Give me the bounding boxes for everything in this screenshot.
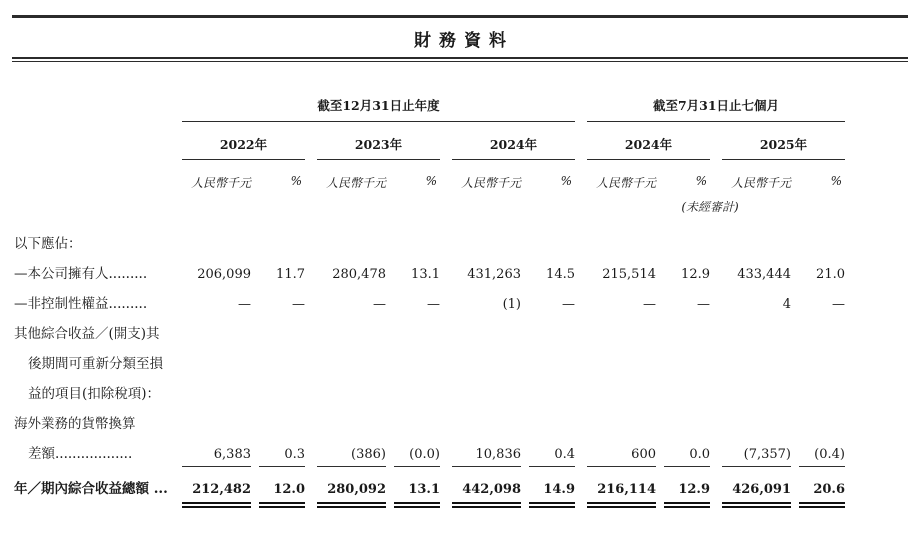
cell-value: 6,383 <box>182 447 251 467</box>
financial-summary-table <box>0 92 920 507</box>
unit-label-2024-7m: 人民幣千元 <box>595 176 656 190</box>
amount-cell <box>182 297 251 312</box>
percent-cell <box>521 482 575 504</box>
pct-label-2025: % <box>830 174 842 188</box>
cell-value: 14.5 <box>546 267 575 282</box>
amount-cell <box>182 267 251 282</box>
row-label: —本公司擁有人......... <box>14 266 148 282</box>
percent-cell <box>656 447 710 467</box>
cell-value: 12.9 <box>664 482 710 504</box>
amount-cell <box>452 482 521 504</box>
cell-value: 212,482 <box>182 482 251 504</box>
cell-value: 13.1 <box>411 267 440 282</box>
cell-value: 14.9 <box>529 482 575 504</box>
cell-value: 216,114 <box>587 482 656 504</box>
percent-cell <box>521 447 575 467</box>
amount-cell <box>452 267 521 282</box>
percent-cell <box>791 297 845 312</box>
amount-cell <box>452 447 521 467</box>
cell-value: — <box>292 297 305 312</box>
amount-cell <box>587 267 656 282</box>
percent-cell <box>791 267 845 282</box>
period-group-seven-months-label: 截至7月31日止七個月 <box>652 98 780 113</box>
row-label: 年／期內綜合收益總額 ... <box>14 481 168 497</box>
year-2024-seven-months: 2024年 <box>587 122 710 160</box>
cell-value: 12.9 <box>681 267 710 282</box>
amount-cell <box>317 297 386 312</box>
percent-cell <box>656 297 710 312</box>
percent-cell <box>386 267 440 282</box>
unaudited-note-row <box>170 191 920 215</box>
row-label: 海外業務的貨幣換算 <box>14 416 136 432</box>
cell-value: — <box>832 297 845 312</box>
percent-cell <box>251 297 305 312</box>
amount-cell <box>317 267 386 282</box>
amount-cell <box>587 447 656 467</box>
title-band <box>12 15 908 62</box>
table-row <box>0 442 920 472</box>
cell-value: 433,444 <box>737 267 791 282</box>
cell-value: 12.0 <box>259 482 305 504</box>
cell-value: — <box>427 297 440 312</box>
cell-value: 280,092 <box>317 482 386 504</box>
cell-value: (0.0) <box>394 447 440 467</box>
row-label: —非控制性權益......... <box>14 296 148 312</box>
amount-cell <box>722 447 791 467</box>
year-header-row <box>170 122 920 160</box>
amount-cell <box>317 482 386 504</box>
table-row <box>0 477 920 507</box>
cell-value: — <box>238 297 251 312</box>
percent-cell <box>656 267 710 282</box>
percent-cell <box>386 482 440 504</box>
title-bottom-rule-thick <box>12 57 908 59</box>
percent-cell <box>656 482 710 504</box>
unit-label-2024: 人民幣千元 <box>460 176 521 190</box>
cell-value: 4 <box>782 297 791 312</box>
cell-value: 206,099 <box>197 267 251 282</box>
cell-value: 426,091 <box>722 482 791 504</box>
cell-value: — <box>562 297 575 312</box>
pct-label-2023: % <box>425 174 437 188</box>
percent-cell <box>386 447 440 467</box>
cell-value: 10,836 <box>452 447 521 467</box>
amount-cell <box>722 267 791 282</box>
amount-cell <box>722 297 791 312</box>
percent-cell <box>521 267 575 282</box>
period-group-annual <box>182 92 575 122</box>
amount-cell <box>182 447 251 467</box>
table-row <box>0 352 920 382</box>
cell-value: 13.1 <box>394 482 440 504</box>
cell-value: (1) <box>502 297 521 312</box>
cell-value: 215,514 <box>602 267 656 282</box>
cell-value: 0.3 <box>259 447 305 467</box>
period-group-seven-months <box>587 92 845 122</box>
amount-cell <box>587 482 656 504</box>
amount-cell <box>587 297 656 312</box>
cell-value: 20.6 <box>799 482 845 504</box>
title-bottom-rule-thin <box>12 61 908 62</box>
year-2024: 2024年 <box>452 122 575 160</box>
amount-cell <box>452 297 521 312</box>
pct-label-2024-7m: % <box>695 174 707 188</box>
cell-value: 11.7 <box>276 267 305 282</box>
unaudited-note: (未經審計) <box>681 200 739 214</box>
cell-value: (7,357) <box>722 447 791 467</box>
row-label: 其他綜合收益／(開支)其 <box>14 326 160 342</box>
year-2023: 2023年 <box>317 122 440 160</box>
pct-label-2024: % <box>560 174 572 188</box>
cell-value: — <box>373 297 386 312</box>
percent-cell <box>251 267 305 282</box>
cell-value: (0.4) <box>799 447 845 467</box>
period-group-annual-label: 截至12月31日止年度 <box>317 98 440 113</box>
cell-value: 600 <box>587 447 656 467</box>
page-title: 財務資料 <box>414 31 514 51</box>
percent-cell <box>386 297 440 312</box>
cell-value: 21.0 <box>816 267 845 282</box>
percent-cell <box>791 447 845 467</box>
amount-cell <box>317 447 386 467</box>
year-2025-seven-months: 2025年 <box>722 122 845 160</box>
table-row <box>0 262 920 292</box>
year-2022: 2022年 <box>182 122 305 160</box>
percent-cell <box>251 482 305 504</box>
cell-value: — <box>697 297 710 312</box>
table-row <box>0 292 920 322</box>
cell-value: (386) <box>317 447 386 467</box>
cell-value: 280,478 <box>332 267 386 282</box>
row-label: 差額.................. <box>28 446 133 462</box>
unit-header-row <box>170 160 920 191</box>
cell-value: — <box>643 297 656 312</box>
table-row <box>0 232 920 262</box>
cell-value: 0.0 <box>664 447 710 467</box>
percent-cell <box>521 297 575 312</box>
unit-label-2022: 人民幣千元 <box>190 176 251 190</box>
cell-value: 431,263 <box>467 267 521 282</box>
percent-cell <box>791 482 845 504</box>
table-row <box>0 412 920 442</box>
cell-value: 442,098 <box>452 482 521 504</box>
row-label: 以下應佔： <box>14 236 82 252</box>
table-row <box>0 322 920 352</box>
table-row <box>0 382 920 412</box>
amount-cell <box>182 482 251 504</box>
cell-value: 0.4 <box>529 447 575 467</box>
pct-label-2022: % <box>290 174 302 188</box>
amount-cell <box>722 482 791 504</box>
row-label: 後期間可重新分類至損 <box>28 356 163 372</box>
table-body <box>0 232 920 507</box>
period-header-row <box>170 92 920 122</box>
row-label: 益的項目(扣除稅項)： <box>28 386 161 402</box>
unit-label-2023: 人民幣千元 <box>325 176 386 190</box>
percent-cell <box>251 447 305 467</box>
unit-label-2025: 人民幣千元 <box>730 176 791 190</box>
